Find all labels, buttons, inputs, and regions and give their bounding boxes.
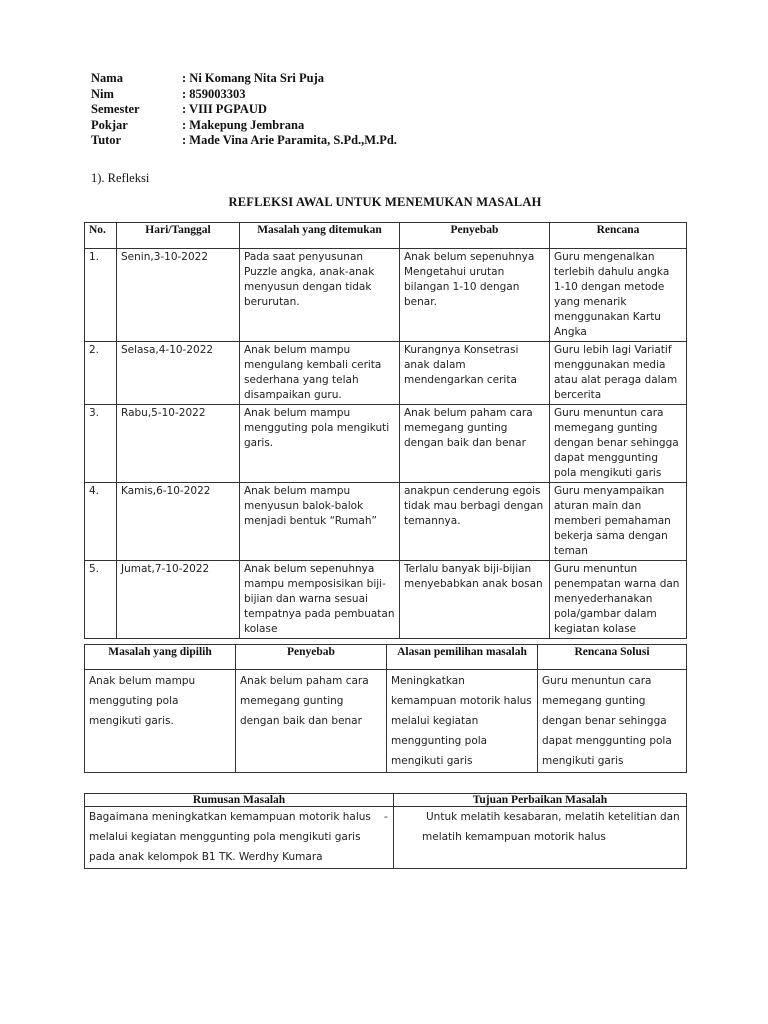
- row-problem: Anak belum mampu menyusun balok-balok menjadi bentuk “Rumah”: [240, 483, 400, 561]
- bullet-dash: -: [384, 811, 388, 823]
- row-plan: Guru lebih lagi Variatif menggunakan media atau alat peraga dalam bercerita: [550, 342, 687, 405]
- column-header: Rumusan Masalah: [85, 794, 394, 807]
- selected-cause: Anak belum paham cara memegang gunting dengan baik dan benar: [236, 670, 387, 773]
- improvement-goal: Untuk melatih kesabaran, melatih ketelitian dan melatih kemampuan motorik halus: [422, 811, 680, 843]
- identity-value: : Ni Komang Nita Sri Puja: [182, 71, 325, 85]
- row-number: 5.: [85, 561, 117, 639]
- identity-label: Nama: [91, 71, 123, 85]
- row-problem: Pada saat penyusunan Puzzle angka, anak-anak menyusun dengan tidak berurutan.: [240, 249, 400, 342]
- section-label: 1). Refleksi: [91, 171, 150, 185]
- table-row: [85, 670, 687, 773]
- row-number: 2.: [85, 342, 117, 405]
- column-header: Masalah yang ditemukan: [240, 223, 400, 249]
- column-header: Tujuan Perbaikan Masalah: [394, 794, 687, 807]
- row-plan: Guru menuntun cara memegang gunting dengan benar sehingga dapat menggunting pola mengikuti garis: [550, 405, 687, 483]
- solution-plan: Guru menuntun cara memegang gunting dengan benar sehingga dapat menggunting pola mengikuti garis: [538, 670, 687, 773]
- identity-row-tutor: [91, 133, 397, 149]
- selected-problem-table: [84, 644, 687, 773]
- identity-label: Nim: [91, 86, 114, 101]
- row-date: Selasa,4-10-2022: [117, 342, 240, 405]
- column-header: No.: [85, 223, 117, 249]
- selected-problem: Anak belum mampu mengguting pola mengikuti garis.: [85, 670, 236, 773]
- table-row: [85, 561, 687, 639]
- identity-row-pokjar: [91, 118, 397, 134]
- row-number: 3.: [85, 405, 117, 483]
- improvement-goal-item: [384, 807, 682, 847]
- identity-row-semester: [91, 102, 397, 118]
- row-cause: Terlalu banyak biji-bijian menyebabkan anak bosan: [400, 561, 550, 639]
- identity-row-nim: [91, 87, 397, 103]
- table-row: [85, 342, 687, 405]
- problem-formulation-table: [84, 793, 687, 869]
- table-row: [85, 405, 687, 483]
- identity-block: [91, 71, 397, 149]
- column-header: Hari/Tanggal: [117, 223, 240, 249]
- row-problem: Anak belum mampu mengguting pola mengikuti garis.: [240, 405, 400, 483]
- identity-label: Tutor: [91, 133, 122, 147]
- document-title: REFLEKSI AWAL UNTUK MENEMUKAN MASALAH: [228, 195, 542, 209]
- row-plan: Guru mengenalkan terlebih dahulu angka 1-10 dengan metode yang menarik menggunakan Kartu Angka: [550, 249, 687, 342]
- row-cause: Kurangnya Konsetrasi anak dalam mendengarkan cerita: [400, 342, 550, 405]
- identity-value: : VIII PGPAUD: [182, 102, 267, 116]
- table-row: [85, 807, 687, 869]
- table-row: [85, 249, 687, 342]
- row-date: Rabu,5-10-2022: [117, 405, 240, 483]
- column-header: Rencana: [550, 223, 687, 249]
- identity-label: Semester: [91, 102, 140, 116]
- row-problem: Anak belum sepenuhnya mampu memposisikan biji-bijian dan warna sesuai tempatnya pada pembuatan kolase: [240, 561, 400, 639]
- identity-row-name: [91, 71, 397, 87]
- column-header: Rencana Solusi: [538, 645, 687, 670]
- row-plan: Guru menuntun penempatan warna dan menyederhanakan pola/gambar dalam kegiatan kolase: [550, 561, 687, 639]
- identity-label: Pokjar: [91, 117, 128, 132]
- row-date: Jumat,7-10-2022: [117, 561, 240, 639]
- column-header: Masalah yang dipilih: [85, 645, 236, 670]
- column-header: Alasan pemilihan masalah: [387, 645, 538, 670]
- row-number: 4.: [85, 483, 117, 561]
- row-cause: Anak belum paham cara memegang gunting dengan baik dan benar: [400, 405, 550, 483]
- identity-value: : Makepung Jembrana: [182, 117, 305, 132]
- column-header: Penyebab: [400, 223, 550, 249]
- table-header-row: [85, 223, 687, 249]
- row-cause: Anak belum sepenuhnya Mengetahui urutan bilangan 1-10 dengan benar.: [400, 249, 550, 342]
- row-number: 1.: [85, 249, 117, 342]
- column-header: Penyebab: [236, 645, 387, 670]
- problem-formulation: Bagaimana meningkatkan kemampuan motorik halus melalui kegiatan menggunting pola mengikuti garis pada anak kelompok B1 TK. Werdhy Kumara: [85, 807, 394, 869]
- improvement-goal-cell: [384, 807, 687, 869]
- row-plan: Guru menyampaikan aturan main dan memberi pemahaman bekerja sama dengan teman: [550, 483, 687, 561]
- table-row: [85, 483, 687, 561]
- table-header-row: [85, 645, 687, 670]
- reflection-table: [84, 222, 687, 639]
- row-problem: Anak belum mampu mengulang kembali cerita sederhana yang telah disampaikan guru.: [240, 342, 400, 405]
- table-header-row: [85, 794, 687, 807]
- identity-value: : Made Vina Arie Paramita, S.Pd.,M.Pd.: [182, 133, 397, 147]
- row-date: Kamis,6-10-2022: [117, 483, 240, 561]
- selection-reason: Meningkatkan kemampuan motorik halus melalui kegiatan menggunting pola mengikuti garis: [387, 670, 538, 773]
- row-cause: anakpun cenderung egois tidak mau berbagi dengan temannya.: [400, 483, 550, 561]
- row-date: Senin,3-10-2022: [117, 249, 240, 342]
- identity-value: : 859003303: [182, 86, 246, 101]
